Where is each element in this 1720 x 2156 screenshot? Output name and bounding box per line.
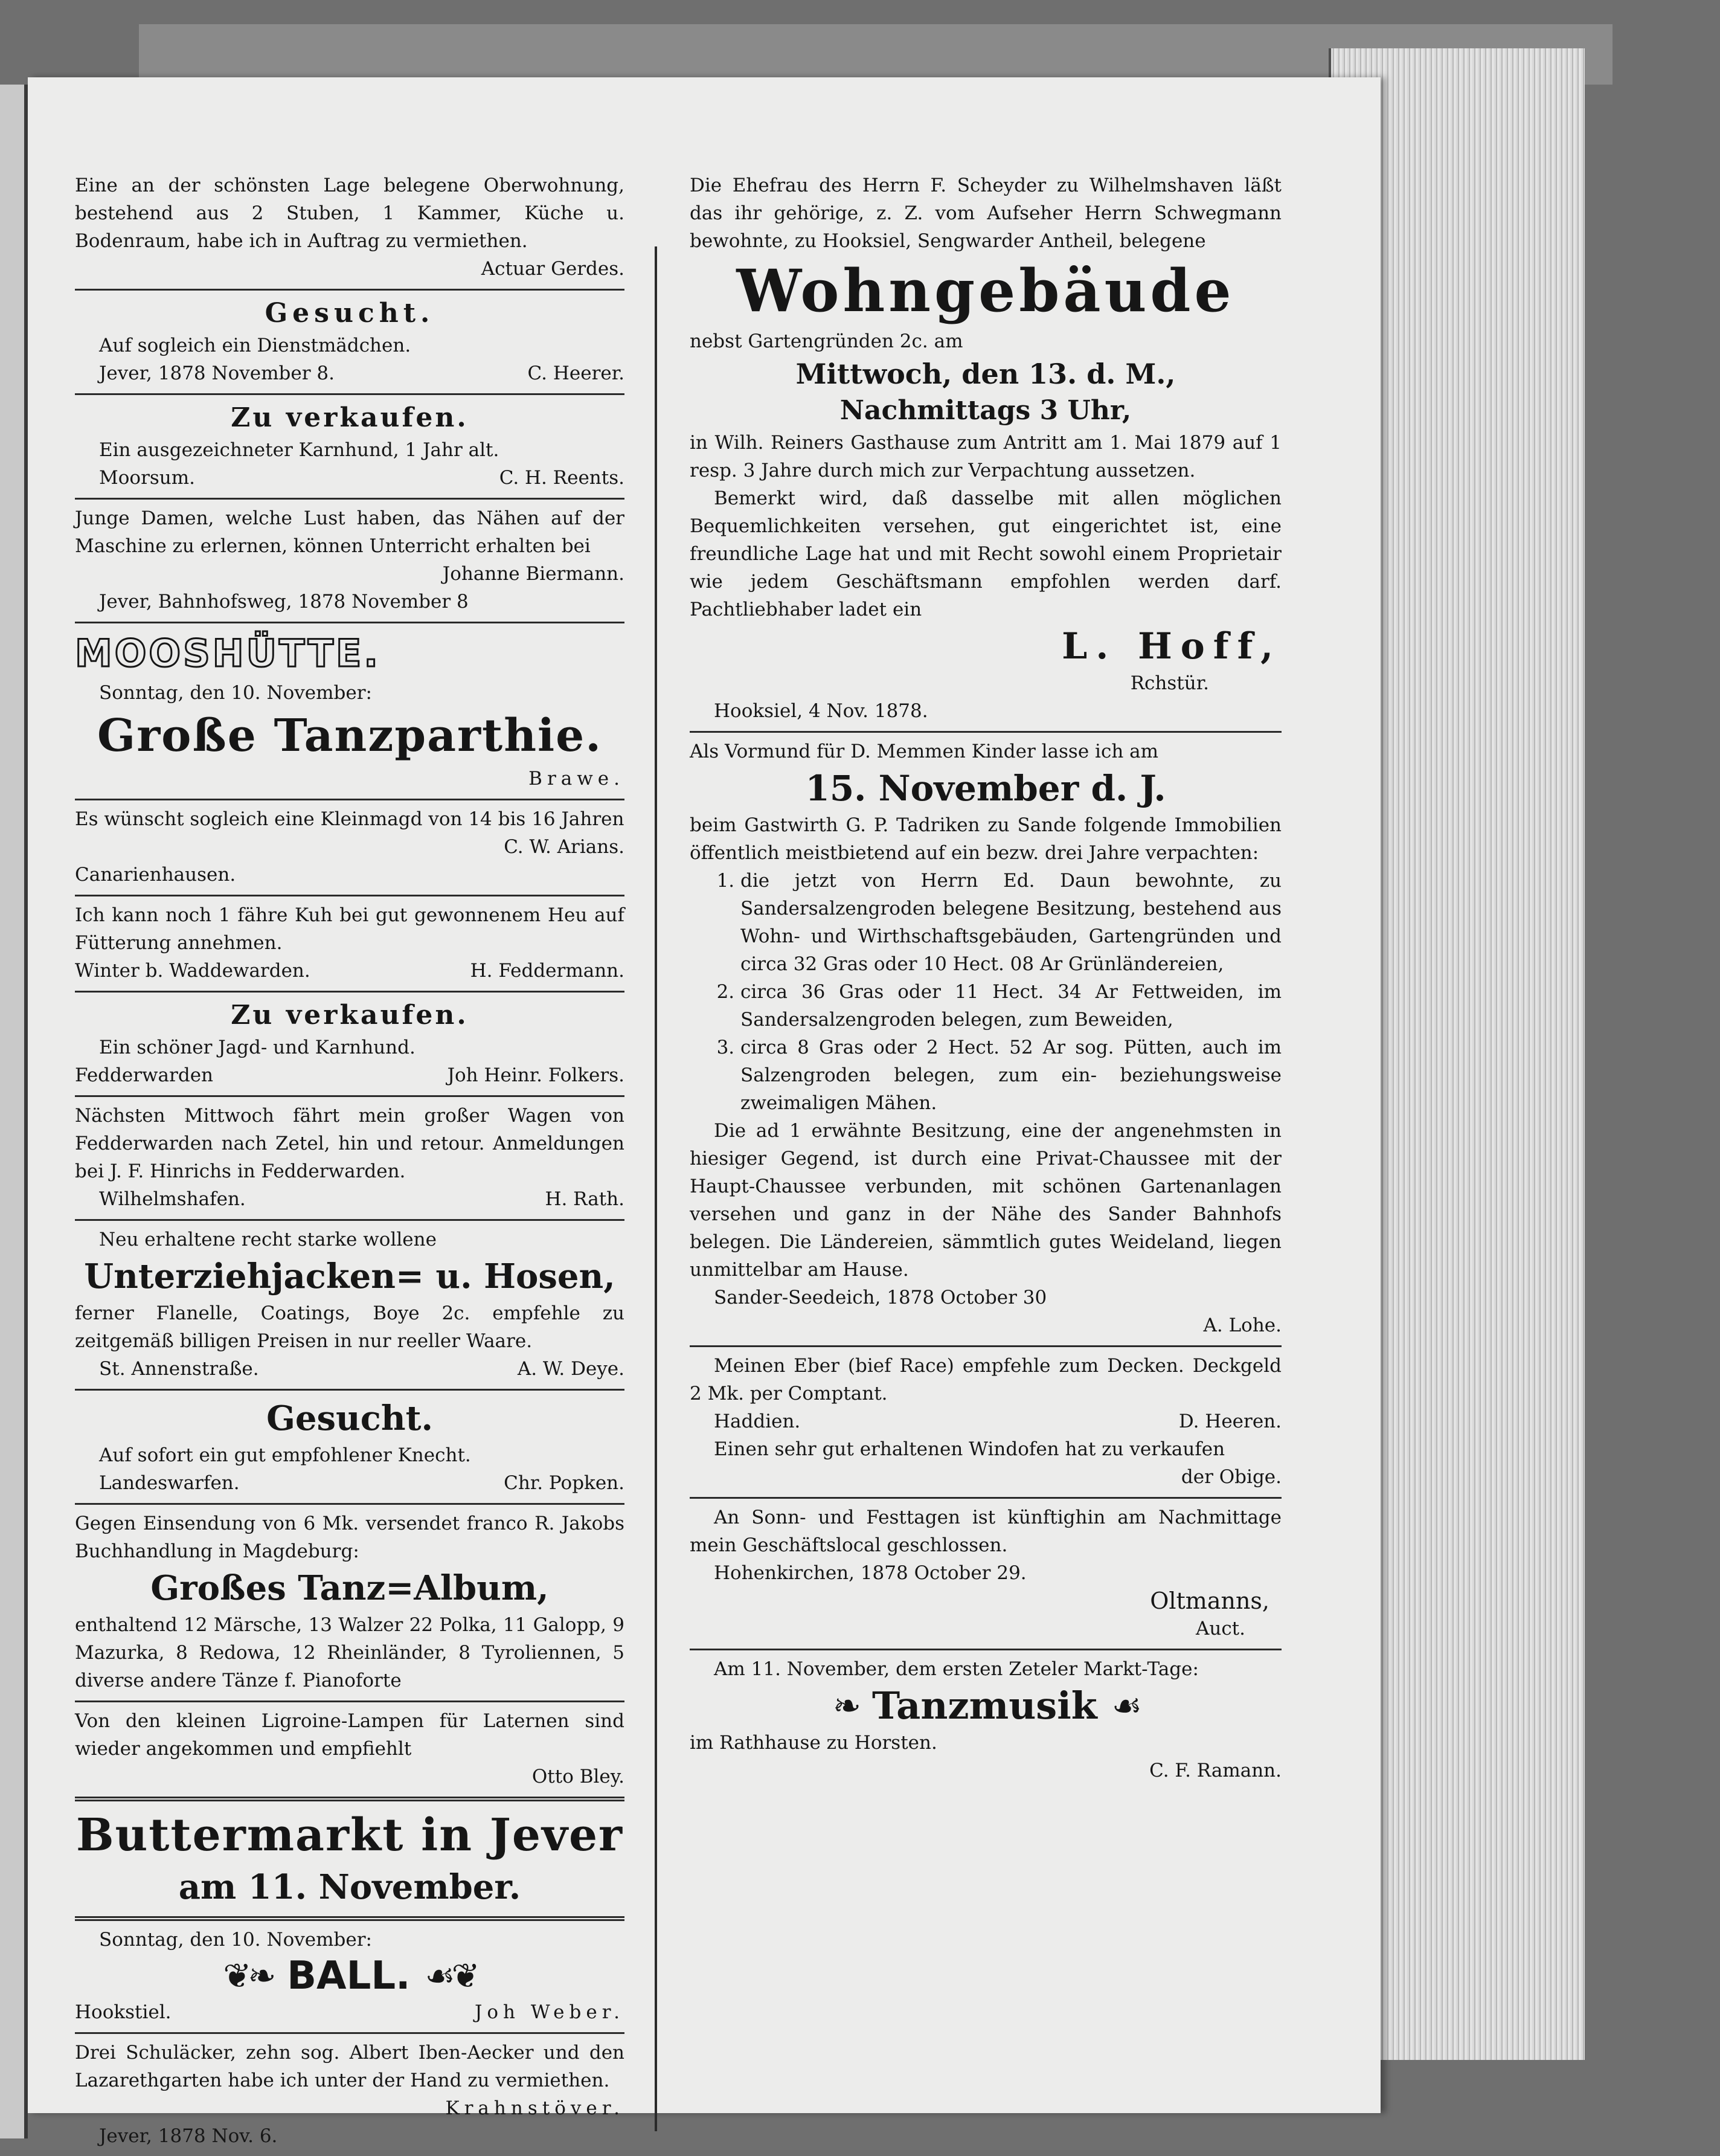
- ad-signature: C. F. Ramann.: [1149, 1760, 1282, 1781]
- ad-text-2: enthaltend 12 Märsche, 13 Walzer 22 Polka, 11 Galopp, 9 Mazurka, 8 Redowa, 12 Rheinländer, 8 Tyroliennen, 5 diverse andere Tänze f. Pianoforte: [75, 1614, 624, 1691]
- ad-text: Junge Damen, welche Lust haben, das Nähen auf der Maschine zu erlernen, können Unterricht erhalten bei: [75, 507, 624, 557]
- property-item: 3. circa 8 Gras oder 2 Hect. 52 Ar sog. Pütten, auch im Salzengroden belegen, zum ein- beziehungsweise zweimaligen Mähen.: [740, 1034, 1282, 1117]
- ad-tanzmusik: [690, 1650, 1282, 1791]
- ad-wagon-service: [75, 1097, 624, 1221]
- ad-signature-2: der Obige.: [1181, 1466, 1282, 1488]
- ad-place: Canarienhausen.: [75, 864, 236, 886]
- ad-land-lease: [690, 733, 1282, 1347]
- ad-maid-wanted: [75, 291, 624, 395]
- ad-footer: [75, 1061, 624, 1089]
- ad-signature-role: Auct.: [1195, 1618, 1245, 1640]
- ad-heading: Zu verkaufen.: [231, 402, 469, 433]
- ad-school-fields: [75, 2034, 624, 2156]
- ad-place: Sander-Seedeich, 1878 October 30: [714, 1287, 1047, 1308]
- ad-signature: A. W. Deye.: [517, 1358, 624, 1380]
- ad-place: Fedderwarden: [75, 1064, 214, 1086]
- ad-text: Eine an der schönsten Lage belegene Oberwohnung, bestehend aus 2 Stuben, 1 Kammer, Küche u. Bodenraum, habe ich in Auftrag zu vermiethen.: [75, 175, 624, 252]
- ad-place: Jever, Bahnhofsweg, 1878 November 8: [99, 591, 469, 613]
- right-column: [690, 167, 1282, 1791]
- property-item: 1. die jetzt von Herrn Ed. Daun bewohnte, zu Sandersalzengroden belegene Besitzung, bestehend aus Wohn- und Wirthschaftsgebäuden, Gartengründen und circa 32 Gras oder 10 Hect. 08 Ar Grünländereien,: [740, 867, 1282, 978]
- ad-time: Nachmittags 3 Uhr,: [839, 395, 1132, 426]
- ad-place: Hohenkirchen, 1878 October 29.: [714, 1562, 1027, 1584]
- ad-farmhand-wanted: [75, 1391, 624, 1505]
- ad-ball: [75, 1921, 624, 2034]
- ad-date: 15. November d. J.: [805, 768, 1166, 809]
- ad-footer: [75, 359, 624, 387]
- ad-signature: C. H. Reents.: [499, 467, 624, 489]
- ad-place: Wilhelmshafen.: [99, 1188, 246, 1210]
- ad-date: Sonntag, den 10. November:: [99, 1929, 372, 1951]
- ad-signature: Joh Weber.: [474, 2001, 624, 2023]
- ad-text: Ein schöner Jagd- und Karnhund.: [99, 1037, 416, 1058]
- ad-big-heading: Großes Tanz=Album,: [150, 1568, 549, 1608]
- ad-footer: [75, 1185, 624, 1213]
- ad-signature: Chr. Popken.: [504, 1472, 624, 1494]
- ad-heading: Gesucht.: [266, 1398, 433, 1438]
- ad-signature: L. Hoff,: [1062, 625, 1282, 668]
- ad-text: Ich kann noch 1 fähre Kuh bei gut gewonnenem Heu auf Fütterung annehmen.: [75, 904, 624, 954]
- ad-place: Jever, 1878 November 8.: [99, 362, 335, 384]
- ad-text: Auf sofort ein gut empfohlener Knecht.: [99, 1444, 471, 1466]
- ad-text: Gegen Einsendung von 6 Mk. versendet franco R. Jakobs Buchhandlung in Magdeburg:: [75, 1513, 624, 1562]
- ad-mooshuette-dance: [75, 623, 624, 800]
- ad-big-heading: Unterziehjacken= u. Hosen,: [84, 1257, 615, 1296]
- ad-text: Als Vormund für D. Memmen Kinder lasse ich am: [690, 741, 1159, 762]
- ad-underwear: [75, 1221, 624, 1391]
- ad-footer: [75, 1469, 624, 1497]
- ad-text: Von den kleinen Ligroine-Lampen für Laternen sind wieder angekommen und empfiehlt: [75, 1710, 624, 1760]
- ad-signature: Otto Bley.: [531, 1766, 624, 1788]
- ad-date: Sonntag, den 10. November:: [99, 682, 372, 704]
- ad-place: Hookstiel.: [75, 2001, 172, 2023]
- ad-hunting-dog: [75, 993, 624, 1097]
- ad-text-2: Einen sehr gut erhaltenen Windofen hat zu verkaufen: [714, 1438, 1225, 1460]
- ad-place: Hooksiel, 4 Nov. 1878.: [714, 700, 928, 722]
- ad-place: Moorsum.: [99, 467, 196, 489]
- ad-location: im Rathhause zu Horsten.: [690, 1732, 937, 1754]
- ad-cow-feeding: [75, 896, 624, 993]
- ad-footer: [75, 1998, 624, 2026]
- ad-place: St. Annenstraße.: [99, 1358, 259, 1380]
- ad-text-2: beim Gastwirth G. P. Tadriken zu Sande folgende Immobilien öffentlich meistbietend auf ein bezw. drei Jahre verpachten:: [690, 814, 1282, 864]
- ad-text: Meinen Eber (bief Race) empfehle zum Decken. Deckgeld 2 Mk. per Comptant.: [690, 1355, 1282, 1405]
- ad-text: Es wünscht sogleich eine Kleinmagd von 14 bis 16 Jahren: [75, 808, 624, 830]
- ad-tanzmusik-banner: [690, 1683, 1282, 1729]
- ad-signature: Oltmanns,: [1150, 1588, 1269, 1614]
- ad-text-3: Die ad 1 erwähnte Besitzung, eine der angenehmsten in hiesiger Gegend, ist durch eine Privat-Chaussee mit der Haupt-Chaussee verbunden, mit schönen Gartenanlagen versehen und ganz in der Nähe des Sander Bahnhofs belegen. Die Ländereien, sämmtlich gutes Weideland, liegen unmittelbar am Hause.: [690, 1120, 1282, 1281]
- ad-big-heading: Große Tanzparthie.: [97, 710, 602, 762]
- ad-text: Auf sogleich ein Dienstmädchen.: [99, 335, 411, 356]
- ad-signature: Brawe.: [528, 768, 624, 790]
- ad-dance-album: [75, 1505, 624, 1702]
- ad-heading: Zu verkaufen.: [231, 1000, 469, 1031]
- ad-signature-role: Rchstür.: [1130, 672, 1209, 694]
- ad-big-heading: Buttermarkt in Jever: [75, 1809, 624, 1861]
- ad-text: Am 11. November, dem ersten Zeteler Markt-Tage:: [714, 1658, 1199, 1680]
- ad-footer: [690, 1408, 1282, 1435]
- ad-wohngebaeude: [690, 167, 1282, 733]
- property-list: [690, 867, 1282, 1117]
- ad-place: Landeswarfen.: [99, 1472, 240, 1494]
- left-column: [75, 167, 624, 2156]
- ad-text: Ein ausgezeichneter Karnhund, 1 Jahr alt.: [99, 439, 499, 461]
- ad-text-3: Bemerkt wird, daß dasselbe mit allen möglichen Bequemlichkeiten versehen, gut eingerichtet ist, eine freundliche Lage hat und mit Recht sowohl einem Proprietair wie jedem Geschäftsmann empfohlen werden darf. Pachtliebhaber ladet ein: [690, 488, 1282, 620]
- ad-footer: [75, 464, 624, 492]
- ad-lamps: [75, 1702, 624, 1801]
- ad-signature: H. Feddermann.: [470, 960, 624, 982]
- ad-kleinmagd: [75, 800, 624, 896]
- flourish-left-icon: ❧: [833, 1686, 858, 1726]
- ad-apartment: [75, 167, 624, 291]
- ad-footer: [75, 957, 624, 985]
- ad-signature: Actuar Gerdes.: [481, 258, 624, 280]
- ad-ball-banner: [75, 1954, 624, 1998]
- ad-signature: H. Rath.: [545, 1188, 624, 1210]
- ad-boar: [690, 1347, 1282, 1499]
- ad-intro: Neu erhaltene recht starke wollene: [99, 1229, 437, 1250]
- property-item: 2. circa 36 Gras oder 11 Hect. 34 Ar Fettweiden, im Sandersalzengroden belegen, zum Beweiden,: [740, 978, 1282, 1034]
- ad-place: Jever, 1878 Nov. 6.: [99, 2125, 278, 2147]
- ad-signature: A. Lohe.: [1203, 1315, 1282, 1336]
- ad-date: Mittwoch, den 13. d. M.,: [795, 358, 1176, 390]
- flourish-right-icon: ☙: [1111, 1686, 1138, 1726]
- ad-dog-sale: [75, 395, 624, 500]
- ad-tanzmusik-word: Tanzmusik: [871, 1684, 1097, 1728]
- ad-text: An Sonn- und Festtagen ist künftighin am Nachmittage mein Geschäftslocal geschlossen.: [690, 1507, 1282, 1556]
- flourish-right-icon: ☙❦: [425, 1956, 477, 1996]
- ad-shop-closed: [690, 1499, 1282, 1650]
- ad-buttermarkt: [75, 1801, 624, 1921]
- previous-page-edge: [0, 85, 28, 2138]
- ad-signature: D. Heeren.: [1178, 1411, 1282, 1432]
- ad-signature: Krahnstöver.: [445, 2097, 624, 2119]
- ad-ball-word: BALL.: [287, 1954, 411, 1998]
- ad-text-2: in Wilh. Reiners Gasthause zum Antritt am 1. Mai 1879 auf 1 resp. 3 Jahre durch mich zur Verpachtung aussetzen.: [690, 432, 1282, 481]
- ad-text: Nächsten Mittwoch fährt mein großer Wagen von Fedderwarden nach Zetel, hin und retour. Anmeldungen bei J. F. Hinrichs in Fedderwarden.: [75, 1105, 624, 1182]
- ad-footer: [75, 1355, 624, 1383]
- ad-place: Winter b. Waddewarden.: [75, 960, 310, 982]
- ad-heading: Gesucht.: [265, 298, 435, 329]
- ad-signature: C. Heerer.: [527, 362, 624, 384]
- ad-text: ferner Flanelle, Coatings, Boye 2c. empfehle zu zeitgemäß billigen Preisen in nur reeller Waare.: [75, 1302, 624, 1352]
- ad-line: nebst Gartengründen 2c. am: [690, 330, 963, 352]
- ad-place: Haddien.: [714, 1411, 801, 1432]
- ad-signature: Joh Heinr. Folkers.: [447, 1064, 624, 1086]
- newspaper-page: [28, 77, 1381, 2147]
- ad-signature: C. W. Arians.: [504, 836, 624, 858]
- ad-subheading: am 11. November.: [178, 1867, 521, 1907]
- ad-big-heading: Wohngebäude: [736, 257, 1235, 325]
- column-divider: [655, 246, 657, 2131]
- ad-text: Die Ehefrau des Herrn F. Scheyder zu Wilhelmshaven läßt das ihr gehörige, z. Z. vom Aufseher Herrn Schwegmann bewohnte, zu Hooksiel, Sengwarder Antheil, belegene: [690, 175, 1282, 252]
- flourish-left-icon: ❦❧: [223, 1956, 273, 1996]
- ad-sewing-lessons: [75, 500, 624, 623]
- ad-signature: Johanne Biermann.: [442, 563, 624, 585]
- ad-text: Drei Schuläcker, zehn sog. Albert Iben-Aecker und den Lazarethgarten habe ich unter der Hand zu vermiethen.: [75, 2042, 624, 2091]
- ad-venue-heading: MOOSHÜTTE.: [75, 631, 380, 675]
